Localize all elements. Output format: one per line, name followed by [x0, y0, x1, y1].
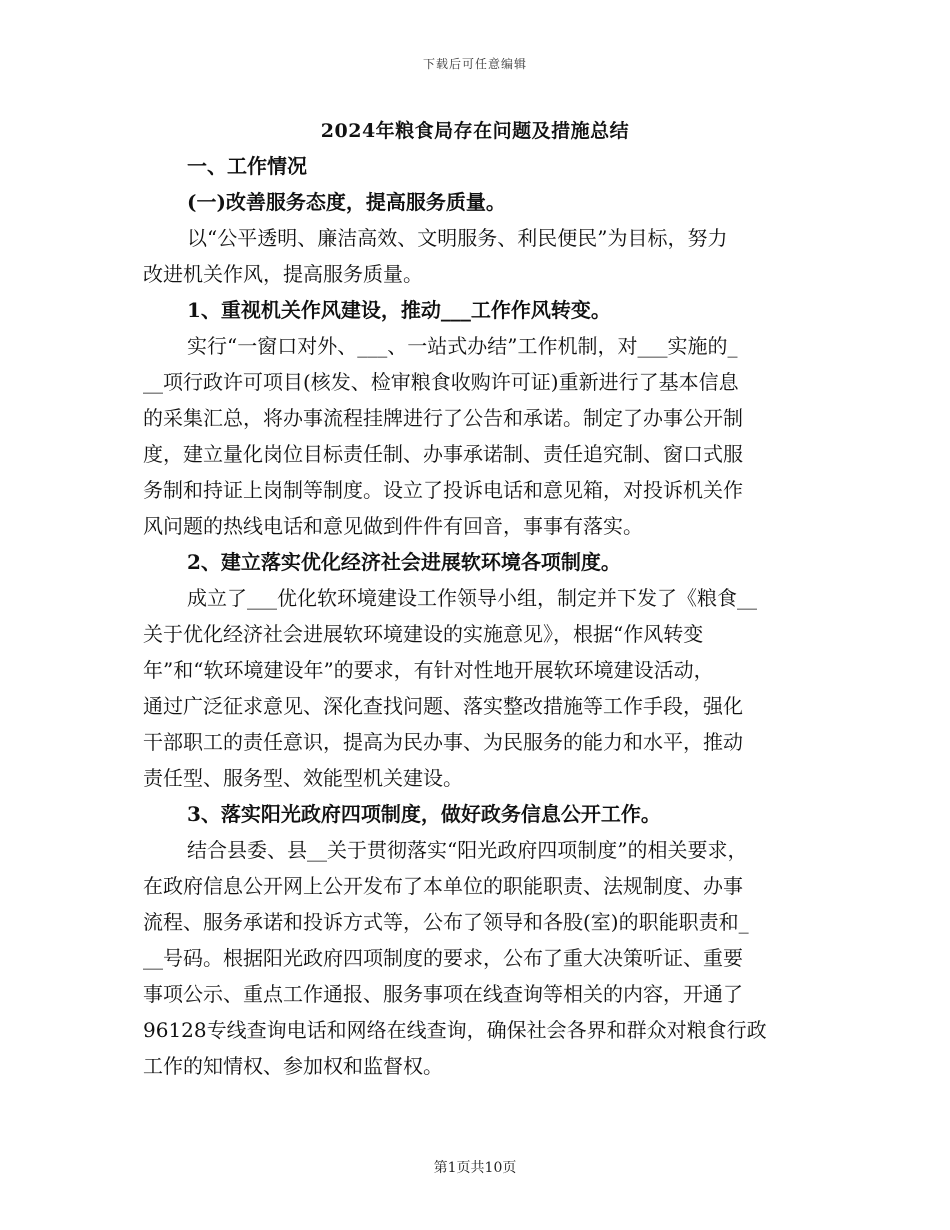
text-line: 在政府信息公开网上公开发布了本单位的职能职责、法规制度、办事: [143, 874, 743, 898]
header-note: 下载后可任意编辑: [422, 57, 527, 71]
text-line: 改进机关作风，提高服务质量。: [143, 262, 423, 286]
paragraph-1: [143, 328, 813, 544]
text-line: 工作的知情权、参加权和监督权。: [143, 1054, 443, 1078]
text-line: 通过广泛征求意见、深化查找问题、落实整改措施等工作手段，强化: [143, 694, 743, 718]
text-line: 事项公示、重点工作通报、服务事项在线查询等相关的内容，开通了: [143, 982, 743, 1006]
item-heading-1: 1、重视机关作风建设，推动___工作作风转变。: [187, 298, 611, 322]
text-line: 流程、服务承诺和投诉方式等，公布了领导和各股(室)的职能职责和_: [143, 910, 749, 934]
paragraph-3: [143, 832, 813, 1084]
document-body: [143, 148, 813, 1084]
text-line: 责任型、服务型、效能型机关建设。: [143, 766, 463, 790]
text-line: __号码。根据阳光政府四项制度的要求，公布了重大决策听证、重要: [143, 946, 743, 970]
text-line: 的采集汇总，将办事流程挂牌进行了公告和承诺。制定了办事公开制: [143, 406, 743, 430]
text-line: 96128专线查询电话和网络在线查询，确保社会各界和群众对粮食行政: [143, 1018, 767, 1042]
text-line: 成立了___优化软环境建设工作领导小组，制定并下发了《粮食__: [187, 586, 757, 610]
text-line: 以“公平透明、廉洁高效、文明服务、利民便民”为目标，努力: [187, 226, 728, 250]
text-line: 关于优化经济社会进展软环境建设的实施意见》，根据“作风转变: [143, 622, 704, 646]
text-line: 风问题的热线电话和意见做到件件有回音，事事有落实。: [143, 514, 643, 538]
text-line: __项行政许可项目(核发、检审粮食收购许可证)重新进行了基本信息: [143, 370, 739, 394]
document-title: 2024年粮食局存在问题及措施总结: [320, 120, 630, 142]
text-line: 实行“一窗口对外、___、一站式办结”工作机制，对___实施的_: [187, 334, 738, 358]
text-line: 干部职工的责任意识，提高为民办事、为民服务的能力和水平，推动: [143, 730, 743, 754]
item-heading-2: 2、建立落实优化经济社会进展软环境各项制度。: [187, 550, 621, 574]
paragraph-intro: [143, 220, 813, 292]
text-line: 结合县委、县__关于贯彻落实“阳光政府四项制度”的相关要求，: [187, 838, 748, 862]
text-line: 度，建立量化岗位目标责任制、办事承诺制、责任追究制、窗口式服: [143, 442, 743, 466]
text-line: 年”和“软环境建设年”的要求，有针对性地开展软环境建设活动，: [143, 658, 714, 682]
subsection-heading: (一)改善服务态度，提高服务质量。: [187, 190, 506, 214]
page-footer: 第1页共10页: [433, 1160, 517, 1176]
section-heading: 一、工作情况: [187, 154, 307, 178]
item-heading-3: 3、落实阳光政府四项制度，做好政务信息公开工作。: [187, 802, 661, 826]
paragraph-2: [143, 580, 813, 796]
text-line: 务制和持证上岗制等制度。设立了投诉电话和意见箱，对投诉机关作: [143, 478, 743, 502]
